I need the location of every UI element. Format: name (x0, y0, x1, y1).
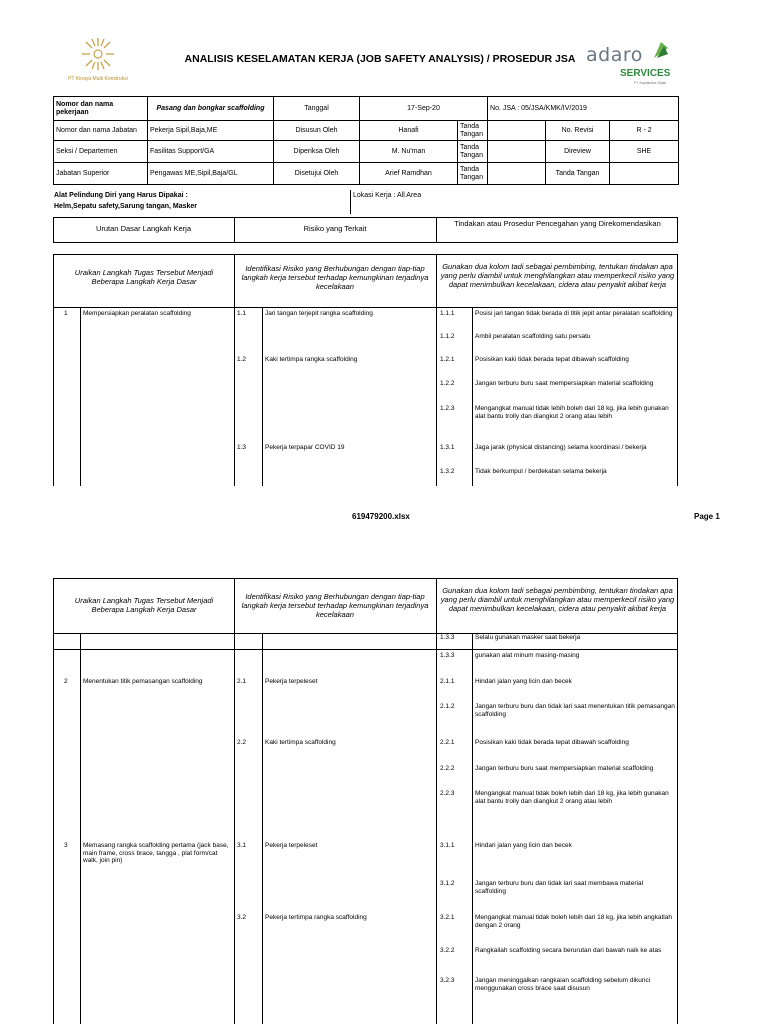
apd-value: Helm,Sepatu safety,Sarung tangan, Masker (54, 203, 198, 210)
action-number: 2.1.1 (440, 678, 455, 685)
divider (472, 307, 473, 486)
action-text: Ambil peralatan scaffolding satu persatu (475, 333, 591, 340)
value-revision: R - 2 (610, 121, 679, 141)
action-text: Mengangkat manual tidak boleh lebih dari 18 kg, jika lebih angkatlah dengan 2 orang (475, 914, 672, 929)
action-text: Hindari jalan yang licin dan becek (475, 678, 572, 685)
action-number: 3.2.1 (440, 914, 455, 921)
label-position: Nomor dan nama Jabatan (54, 121, 148, 141)
guide-steps: Uraikan Langkah Tugas Tersebut Menjadi Beberapa Langkah Kerja Dasar (74, 596, 214, 614)
action-number: 3.2.3 (440, 977, 455, 984)
action-text: Jangan terburu buru saat mempersiapkan material scaffolding (475, 765, 654, 772)
action-text: Jangan terburu buru saat mempersiapkan material scaffolding (475, 380, 654, 387)
document-title: ANALISIS KESELAMATAN KERJA (JOB SAFETY ANALYSIS) / PROSEDUR JSA (184, 53, 576, 65)
action-number: 1.3.2 (440, 468, 455, 475)
guide-actions: Gunakan dua kolom tadi sebagai pembimbing, tentukan tindakan apa yang perlu diambil untuk menghilangkan atau memperkecil risiko yang dapat menimbulkan kecelakaan, cidera atau penyakit akibat kerja (440, 586, 675, 613)
action-number: 2.1.2 (440, 703, 455, 710)
label-signature-2: Tanda Tangan (546, 163, 610, 185)
value-position: Pekerja Sipil,Baja,ME (148, 121, 274, 141)
action-number: 3.2.2 (440, 947, 455, 954)
label-reviewed: Direview (546, 141, 610, 163)
label-signature: Tanda Tangan (458, 163, 488, 185)
action-number: 3.1.1 (440, 842, 455, 849)
label-prepared-by: Disusun Oleh (274, 121, 360, 141)
value-prepared-by: Hanafi (360, 121, 458, 141)
step-number: 3 (64, 842, 68, 849)
action-text: Jaga jarak (physical distancing) selama koordinasi / bekerja (475, 444, 647, 451)
label-department: Seksi / Departemen (54, 141, 148, 163)
value-department: Fasilitas Support/GA (148, 141, 274, 163)
step-number: 2 (64, 678, 68, 685)
signature-box (488, 141, 546, 163)
action-text: Posisikan kaki tidak berada tepat dibawah scaffolding (475, 739, 629, 746)
signature-box (488, 163, 546, 185)
divider (234, 254, 235, 486)
risk-number: 2.2 (237, 739, 247, 746)
action-number: 2.2.3 (440, 790, 455, 797)
label-superior: Jabatan Superior (54, 163, 148, 185)
company-logo (56, 36, 140, 86)
guide-risks: Identifikasi Risiko yang Berhubungan dengan tiap-tiap langkah kerja tersebut terhadap kemungkinan terjadinya kecelakaan (241, 264, 429, 291)
action-text: Selalu gunakan masker saat bekerja (475, 634, 581, 641)
footer-filename: 619479200.xlsx (352, 512, 410, 521)
signature-box (610, 163, 679, 185)
value-checked-by: M. Nu'man (360, 141, 458, 163)
header-steps: Urutan Dasar Langkah Kerja (95, 224, 192, 233)
adaro-logo-name: adaro (586, 44, 643, 66)
value-job-name: Pasang dan bongkar scaffolding (148, 97, 274, 121)
risk-number: 2.1 (237, 678, 247, 685)
action-text: Hindari jalan yang licin dan becek (475, 842, 572, 849)
action-text: Rangkailah scaffolding secara berurutan dari bawah naik ke atas (475, 947, 662, 954)
risk-text: Pekerja terpeleset (265, 842, 318, 849)
adaro-logo-sub: SERVICES (620, 68, 671, 79)
action-text: Jangan meninggalkan rangkaian scaffolding sebelum dikunci menggunakan cross brace saat disusun (475, 977, 651, 992)
label-date: Tanggal (274, 97, 360, 121)
risk-text: Jari tangan terjepit rangka scaffolding (265, 310, 373, 317)
apd-label: Alat Pelindung Diri yang Harus Dipakai : (54, 192, 188, 199)
divider (53, 649, 678, 650)
action-text: Jangan terburu buru dan tidak lari saat menentukan titik pemasangan scaffolding (475, 703, 675, 718)
header-risks: Risiko yang Terkait (303, 224, 367, 233)
risk-number: 3.1 (237, 842, 247, 849)
value-reviewed: SHE (610, 141, 679, 163)
footer-page: Page 1 (694, 512, 720, 521)
value-jsa-number: No. JSA : 05/JSA/KMK/IV/2019 (488, 97, 679, 121)
risk-number: 3.2 (237, 914, 247, 921)
divider (262, 633, 263, 1024)
signature-box (488, 121, 546, 141)
risk-number: 1.2 (237, 356, 247, 363)
action-number: 1.1.1 (440, 310, 455, 317)
adaro-logo-tag: PT Saptaindra Sejati (634, 81, 667, 85)
divider (472, 633, 473, 1024)
divider (436, 217, 437, 243)
label-revision: No. Revisi (546, 121, 610, 141)
action-number: 1.3.1 (440, 444, 455, 451)
action-text: Mengangkat manual tidak boleh lebih dari 18 kg, jika lebih gunakan alat bantu trolly dan diangkut 2 orang atau lebih (475, 790, 669, 805)
step-text: Menentukan titik pemasangan scaffolding (83, 678, 203, 685)
company-logo-text: PT Kinaya Multi Konstruksi (68, 76, 128, 82)
divider (436, 254, 437, 486)
risk-text: Pekerja terpeleset (265, 678, 318, 685)
action-number: 2.2.1 (440, 739, 455, 746)
action-number: 1.2.3 (440, 405, 455, 412)
work-location: Lokasi Kerja : All Area (353, 192, 422, 199)
action-number: 3.1.2 (440, 880, 455, 887)
divider (350, 190, 351, 214)
risk-text: Pekerja terpapar COVID 19 (265, 444, 345, 451)
action-number: 1.2.1 (440, 356, 455, 363)
action-number: 1.3.3 (440, 652, 455, 659)
risk-text: Kaki tertimpa scaffolding (265, 739, 336, 746)
action-text: gunakan alat minum masing-masing (475, 652, 580, 659)
action-text: Jangan terburu buru dan tidak lari saat membawa material scaffolding (475, 880, 644, 895)
action-number: 1.2.2 (440, 380, 455, 387)
adaro-logo (586, 40, 676, 90)
action-text: Tidak berkumpul / berdekatan selama bekerja (475, 468, 607, 475)
label-signature: Tanda Tangan (458, 141, 488, 163)
adaro-leaf-icon (652, 40, 670, 60)
label-job-name: Nomor dan nama pekerjaan (54, 97, 148, 121)
header-actions: Tindakan atau Prosedur Pencegahan yang Direkomendasikan (454, 219, 661, 228)
action-number: 1.1.2 (440, 333, 455, 340)
guide-risks: Identifikasi Risiko yang Berhubungan dengan tiap-tiap langkah kerja tersebut terhadap kemungkinan terjadinya kecelakaan (241, 592, 429, 619)
guide-steps: Uraikan Langkah Tugas Tersebut Menjadi Beberapa Langkah Kerja Dasar (74, 268, 214, 286)
divider (262, 307, 263, 486)
guide-actions: Gunakan dua kolom tadi sebagai pembimbing, tentukan tindakan apa yang perlu diambil untuk menghilangkan atau memperkecil risiko yang dapat menimbulkan kecelakaan, cidera atau penyakit akibat kerja (440, 262, 675, 289)
step-text: Mempersiapkan peralatan scaffolding (83, 310, 191, 317)
step-number: 1 (64, 310, 68, 317)
info-table (53, 96, 679, 185)
value-approved-by: Arief Ramdhan (360, 163, 458, 185)
risk-number: 1.3 (237, 444, 247, 451)
action-text: Posisikan kaki tidak berada tepat dibawah scaffolding (475, 356, 629, 363)
action-number: 1.3.3 (440, 634, 455, 641)
divider (234, 578, 235, 1024)
action-text: Mengangkat manual tidak lebih boleh dari 18 kg, jika lebih gunakan alat bantu trolly dan diangkut 2 orang atau lebih (475, 405, 669, 420)
divider (80, 307, 81, 486)
risk-text: Pekerja tertimpa rangka scaffolding (265, 914, 367, 921)
label-checked-by: Diperiksa Oleh (274, 141, 360, 163)
label-signature: Tanda Tangan (458, 121, 488, 141)
value-date: 17-Sep-20 (360, 97, 488, 121)
step-text: Memasang rangka scaffolding pertama (jack base, main frame, cross brace, tangga , plat form/cat walk, join pin) (83, 842, 229, 864)
action-number: 2.2.2 (440, 765, 455, 772)
risk-number: 1.1 (237, 310, 247, 317)
divider (436, 578, 437, 1024)
risk-text: Kaki tertimpa rangka scaffolding (265, 356, 358, 363)
label-approved-by: Disetujui Oleh (274, 163, 360, 185)
action-text: Posisi jari tangan tidak berada di titik jepit antar peralatan scaffolding (475, 310, 673, 317)
sun-emblem-icon (78, 36, 118, 72)
value-superior: Pengawas ME,Sipil,Baja/GL (148, 163, 274, 185)
divider (53, 307, 678, 308)
divider (80, 633, 81, 1024)
